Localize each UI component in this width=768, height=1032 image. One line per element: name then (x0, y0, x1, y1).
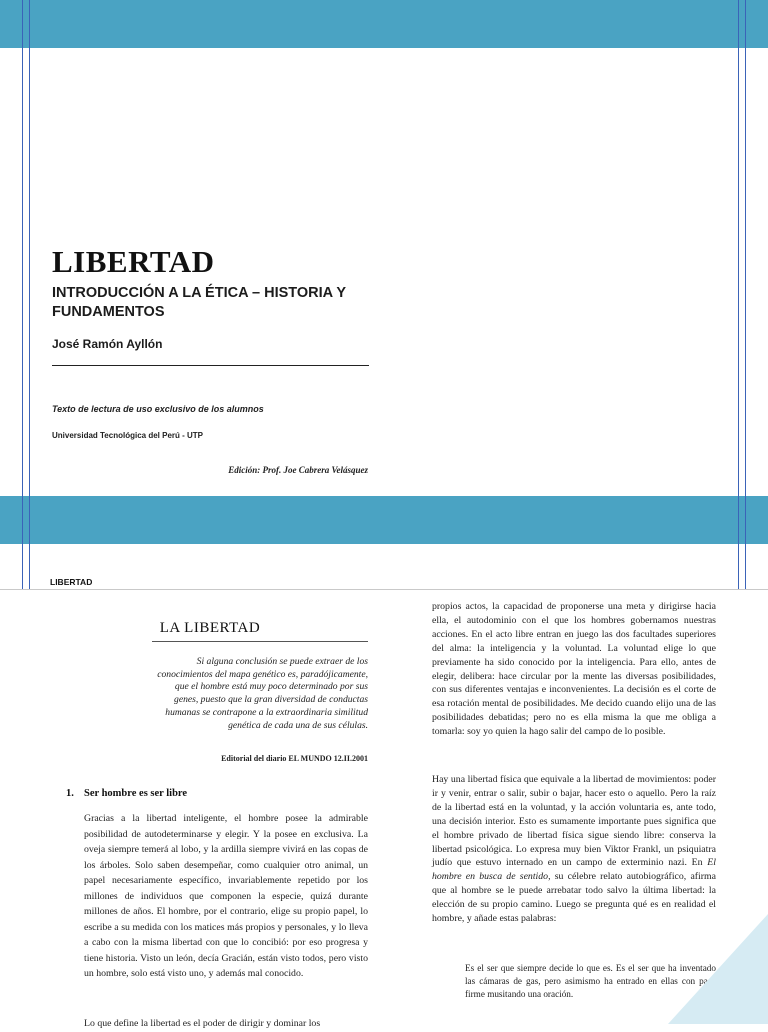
left-paragraph-1: Gracias a la libertad inteligente, el hombre posee la admirable posibilidad de autodeterminarse y elegir. Y la posee en exclusiva. La oveja siempre temerá al lobo, y la ardilla siempre vivirá en las copas de los árboles. Solo saben desempeñar, como cualquier otro animal, un papel necesariamente específico, invariablemente repetido por los millones de individuos que componen la especie, quizá durante millones de años. El hombre, por el contrario, elige su propio papel, lo escribe a su medida con los matices más propios y personales, y lo lleva a cabo con la misma libertad con que lo concibió: por eso progresa y tiene historia. Visto un león, decía Gracián, están visto todos, pero visto un hombre, solo está visto uno, y además mal conocido. (84, 813, 368, 979)
corner-accent (668, 914, 768, 1024)
cover-author: José Ramón Ayllón (52, 337, 163, 351)
section-heading (66, 788, 187, 799)
cover-subtitle: INTRODUCCIÓN A LA ÉTICA – HISTORIA Y FUNDAMENTOS (52, 285, 346, 320)
cover-title: LIBERTAD (52, 244, 215, 279)
frame-line-left-outer (22, 0, 23, 590)
epigraph-source: Editorial del diario EL MUNDO 12.II.2001 (221, 754, 368, 763)
frame-line-left-inner (29, 0, 30, 590)
book-title: El hombre en busca de sentido (432, 857, 716, 883)
top-band (0, 0, 768, 48)
heading-text: Ser hombre es ser libre (84, 788, 188, 799)
right-paragraph-1: propios actos, la capacidad de proponerse una meta y dirigirse hacia ella, el autodominio con el que los hombres gobernamos nuestras acciones. En el acto libre entran en juego las dos facultades superiores del alma: la inteligencia y la voluntad. La voluntad elige lo que previamente ha sido conocido por la inteligencia. Para ello, antes de elegir, delibera: hace circular por la mente las diversas posibilidades, con sus diferentes ventajas e inconvenientes. La decisión es el corte de esa rotación mental de posibilidades. Me decido cuando elijo una de las posibilidades debatidas; pero no es ella misma la que me obliga a tomarla: soy yo quien la hago salir del campo de lo posible. (432, 601, 716, 738)
block-quote: Es el ser que siempre decide lo que es. Es el ser que ha inventado las cámaras de gas, pero asimismo ha entrado en ellas con paso firme musitando una oración. (465, 963, 716, 999)
right-paragraph-2-text-a: Hay una libertad física que equivale a la libertad de movimientos: poder ir y venir, entrar o salir, subir o bajar, hacer esto o aquello. Pero la raíz de la libertad está en la voluntad, y la acción voluntaria es, ante todo, una decisión interior. Esto es sumamente importante pues significa que el hombre privado de libertad física sigue siendo libre: conserva la libertad psicológica. Lo expresa muy bien Viktor Frankl, un psiquiatra judío que estuvo internado en un campo de exterminio nazi. En (432, 774, 716, 869)
page-separator (0, 589, 768, 590)
cover-divider (52, 365, 369, 366)
right-paragraph-2 (432, 773, 716, 926)
cover-usage-note: Texto de lectura de uso exclusivo de los alumnos (52, 404, 264, 414)
cover-university: Universidad Tecnológica del Perú - UTP (52, 431, 203, 440)
epigraph: Si alguna conclusión se puede extraer de los conocimientos del mapa genético es, paradójicamente, que el hombre está muy poco determinado por sus genes, puesto que la gran diversidad de conductas humanas se contrapone a la extraordinaria similitud genética de cada una de sus células. (157, 656, 368, 731)
left-paragraph-2: Lo que define la libertad es el poder de dirigir y dominar los (84, 1018, 321, 1029)
frame-line-right-inner (738, 0, 739, 590)
heading-number: 1. (66, 788, 74, 799)
running-header: LIBERTAD (50, 577, 93, 587)
section-title-rule (152, 641, 368, 642)
middle-band (0, 496, 768, 544)
right-paragraph-2-text-b: , su célebre relato autobiográfico, afirma que al hombre se le puede arrebatar todo salvo la última libertad: la elección de su propio camino. Luego se pregunta qué es en realidad el hombre, y añade estas palabras: (432, 871, 717, 925)
frame-line-right-outer (745, 0, 746, 590)
section-title: LA LIBERTAD (159, 620, 261, 636)
cover-edition: Edición: Prof. Joe Cabrera Velásquez (228, 465, 368, 475)
